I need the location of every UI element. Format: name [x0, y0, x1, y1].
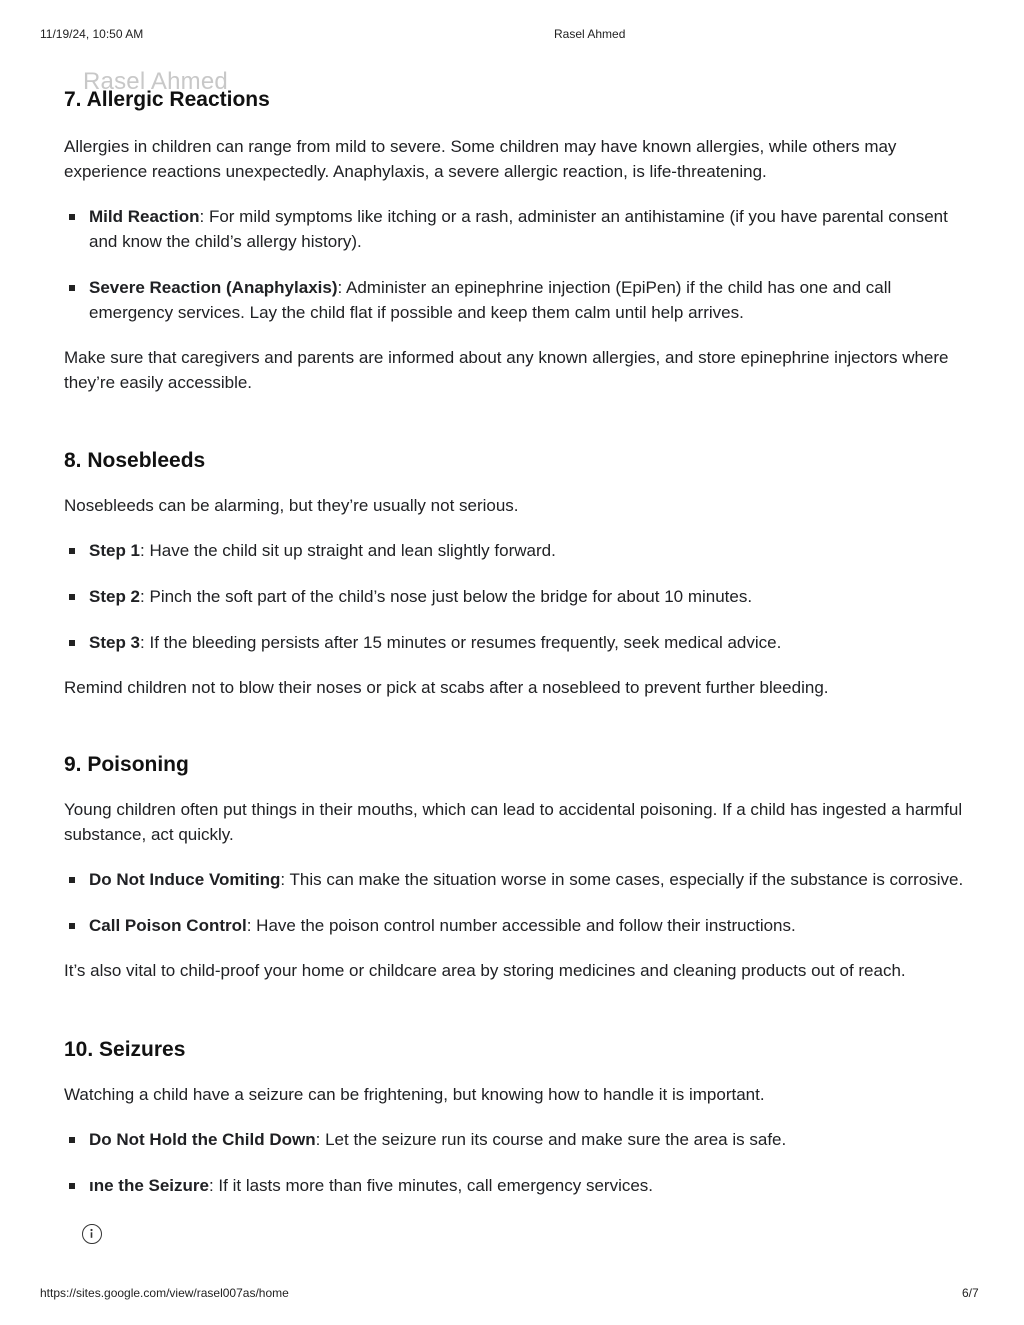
- page-content: [64, 83, 964, 1219]
- section-nosebleeds: [64, 444, 964, 700]
- list-item-term: Severe Reaction (Anaphylaxis): [89, 278, 338, 297]
- list-item-text: : Administer an epinephrine injection (EpiPen) if the child has one and call emergency services. Lay the child flat if possible and keep them calm until help arrives.: [89, 278, 892, 322]
- list-item: [64, 867, 964, 892]
- section-seizures: [64, 1033, 964, 1198]
- section-poisoning: [64, 748, 964, 983]
- list-item-text: : Have the child sit up straight and lean slightly forward.: [140, 541, 556, 560]
- section-heading: 9. Poisoning: [64, 753, 189, 776]
- list-item-term: Call Poison Control: [89, 916, 247, 935]
- list-item-text: : This can make the situation worse in some cases, especially if the substance is corrosive.: [280, 870, 964, 889]
- section-heading: 7. Allergic Reactions: [64, 88, 270, 111]
- info-icon[interactable]: [82, 1224, 102, 1244]
- list-item-term: Mild Reaction: [89, 207, 200, 226]
- list-item-text: : Pinch the soft part of the child’s nose just below the bridge for about 10 minutes.: [140, 587, 753, 606]
- list-item-text: : Let the seizure run its course and make sure the area is safe.: [315, 1130, 787, 1149]
- section-intro: Allergies in children can range from mild to severe. Some children may have known allergies, while others may experience reactions unexpectedly. Anaphylaxis, a severe allergic reaction, is life-threatening.: [64, 137, 897, 181]
- bullet-list: [64, 204, 964, 325]
- list-item-term: Step 2: [89, 587, 141, 606]
- list-item-text: : For mild symptoms like itching or a rash, administer an antihistamine (if you have parental consent and know the child’s allergy history).: [89, 207, 948, 251]
- section-intro: Young children often put things in their mouths, which can lead to accidental poisoning. If a child has ingested a harmful substance, act quickly.: [64, 800, 963, 844]
- bullet-list: [64, 538, 964, 655]
- list-item-term: Step 1: [89, 541, 141, 560]
- list-item: [64, 538, 964, 563]
- print-url: https://sites.google.com/view/rasel007as/home: [40, 1286, 289, 1300]
- bullet-list: [64, 1127, 964, 1198]
- list-item-term: ıne the Seizure: [89, 1176, 209, 1195]
- print-title: Rasel Ahmed: [554, 27, 626, 41]
- list-item: [64, 630, 964, 655]
- list-item: [64, 275, 964, 325]
- list-item: [64, 1127, 964, 1152]
- list-item-text: : If it lasts more than five minutes, call emergency services.: [208, 1176, 654, 1195]
- site-watermark: Rasel Ahmed: [83, 68, 228, 95]
- section-allergic-reactions: [64, 83, 964, 395]
- list-item-text: : If the bleeding persists after 15 minutes or resumes frequently, seek medical advice.: [140, 633, 782, 652]
- list-item-term: Step 3: [89, 633, 141, 652]
- print-header: [0, 0, 1024, 60]
- bullet-list: [64, 867, 964, 938]
- list-item: [64, 1173, 964, 1198]
- list-item: [64, 913, 964, 938]
- page-number: 6/7: [962, 1286, 979, 1300]
- section-outro: Remind children not to blow their noses or pick at scabs after a nosebleed to prevent further bleeding.: [64, 678, 829, 697]
- print-footer: [0, 1284, 1024, 1304]
- print-datetime: 11/19/24, 10:50 AM: [40, 27, 144, 41]
- list-item-text: : Have the poison control number accessible and follow their instructions.: [246, 916, 796, 935]
- section-intro: Nosebleeds can be alarming, but they’re usually not serious.: [64, 496, 519, 515]
- section-heading: 8. Nosebleeds: [64, 449, 206, 472]
- list-item-term: Do Not Hold the Child Down: [89, 1130, 316, 1149]
- section-outro: Make sure that caregivers and parents are informed about any known allergies, and store epinephrine injectors where they’re easily accessible.: [64, 348, 949, 392]
- list-item: [64, 204, 964, 254]
- section-heading: 10. Seizures: [64, 1038, 186, 1061]
- section-intro: Watching a child have a seizure can be frightening, but knowing how to handle it is important.: [64, 1085, 765, 1104]
- list-item-term: Do Not Induce Vomiting: [89, 870, 281, 889]
- list-item: [64, 584, 964, 609]
- section-outro: It’s also vital to child-proof your home or childcare area by storing medicines and cleaning products out of reach.: [64, 961, 906, 980]
